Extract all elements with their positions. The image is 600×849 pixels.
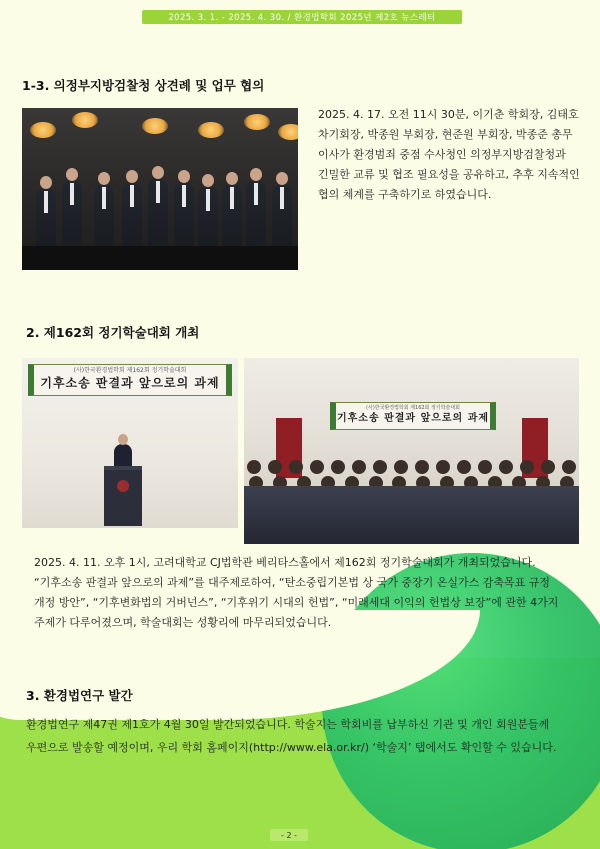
page-number: - 2 - [270, 829, 308, 841]
section-2-line: 주제가 다루어졌으며, 학술대회는 성황리에 마무리되었습니다. [34, 616, 332, 629]
section-2-line: “기후소송 판결과 앞으로의 과제”를 대주제로하여, “탄소중립기본법 상 국가 중장기 온실가스 감축목표 규정 [34, 576, 550, 589]
meeting-photo [22, 108, 298, 270]
section-3-body [26, 713, 556, 759]
section-1-3-heading: 1-3. 의정부지방검찰청 상견례 및 업무 협의 [22, 78, 265, 93]
section-3-line: 우편으로 발송할 예정이며, 우리 학회 홈페이지(http://www.ela.or.kr/) ‘학술지’ 탭에서도 확인할 수 있습니다. [26, 741, 557, 754]
group-photo [244, 358, 579, 544]
newsletter-header-bar: 2025. 3. 1. - 2025. 4. 30. / 환경법학회 2025년 제2호 뉴스레터 [142, 10, 462, 24]
section-1-3-line: 차기회장, 박종원 부회장, 현준원 부회장, 박종준 총무 [318, 128, 573, 141]
banner-title: 기후소송 판결과 앞으로의 과제 [336, 413, 490, 424]
section-2-line: 개정 방안”, “기후변화법의 거버넌스”, “기후위기 시대의 헌법”, “미래세대 이익의 헌법상 보장”에 관한 4가지 [34, 596, 559, 609]
section-1-3-line: 이사가 환경범죄 중점 수사청인 의정부지방검찰청과 [318, 148, 566, 161]
conference-banner-group [330, 402, 496, 430]
section-2-line: 2025. 4. 11. 오후 1시, 고려대학교 CJ법학관 베리타스홀에서 제162회 정기학술대회가 개최되었습니다. [34, 556, 536, 569]
section-1-3-body [318, 105, 580, 205]
section-2-heading: 2. 제162회 정기학술대회 개최 [26, 325, 200, 340]
section-1-3-line: 2025. 4. 17. 오전 11시 30분, 이기춘 학회장, 김태호 [318, 108, 579, 121]
banner-subtitle: (사)한국환경법학회 제162회 정기학술대회 [73, 367, 187, 374]
university-logo-icon [117, 480, 129, 492]
banner-title: 기후소송 판결과 앞으로의 과제 [40, 376, 220, 390]
section-3-line: 환경법연구 제47권 제1호가 4월 30일 발간되었습니다. 학술지는 학회비를 납부하신 기관 및 개인 회원분들께 [26, 718, 550, 731]
conference-banner [28, 364, 232, 396]
podium-photo [22, 358, 238, 528]
section-3-heading: 3. 환경법연구 발간 [26, 688, 133, 703]
banner-subtitle: (사)한국환경법학회 제162회 정기학술대회 [366, 405, 460, 411]
section-1-3-line: 협의 체계를 구축하기로 하였습니다. [318, 188, 492, 201]
section-1-3-line: 긴밀한 교류 및 협조 필요성을 공유하고, 추후 지속적인 [318, 168, 580, 181]
section-2-body [34, 553, 558, 633]
